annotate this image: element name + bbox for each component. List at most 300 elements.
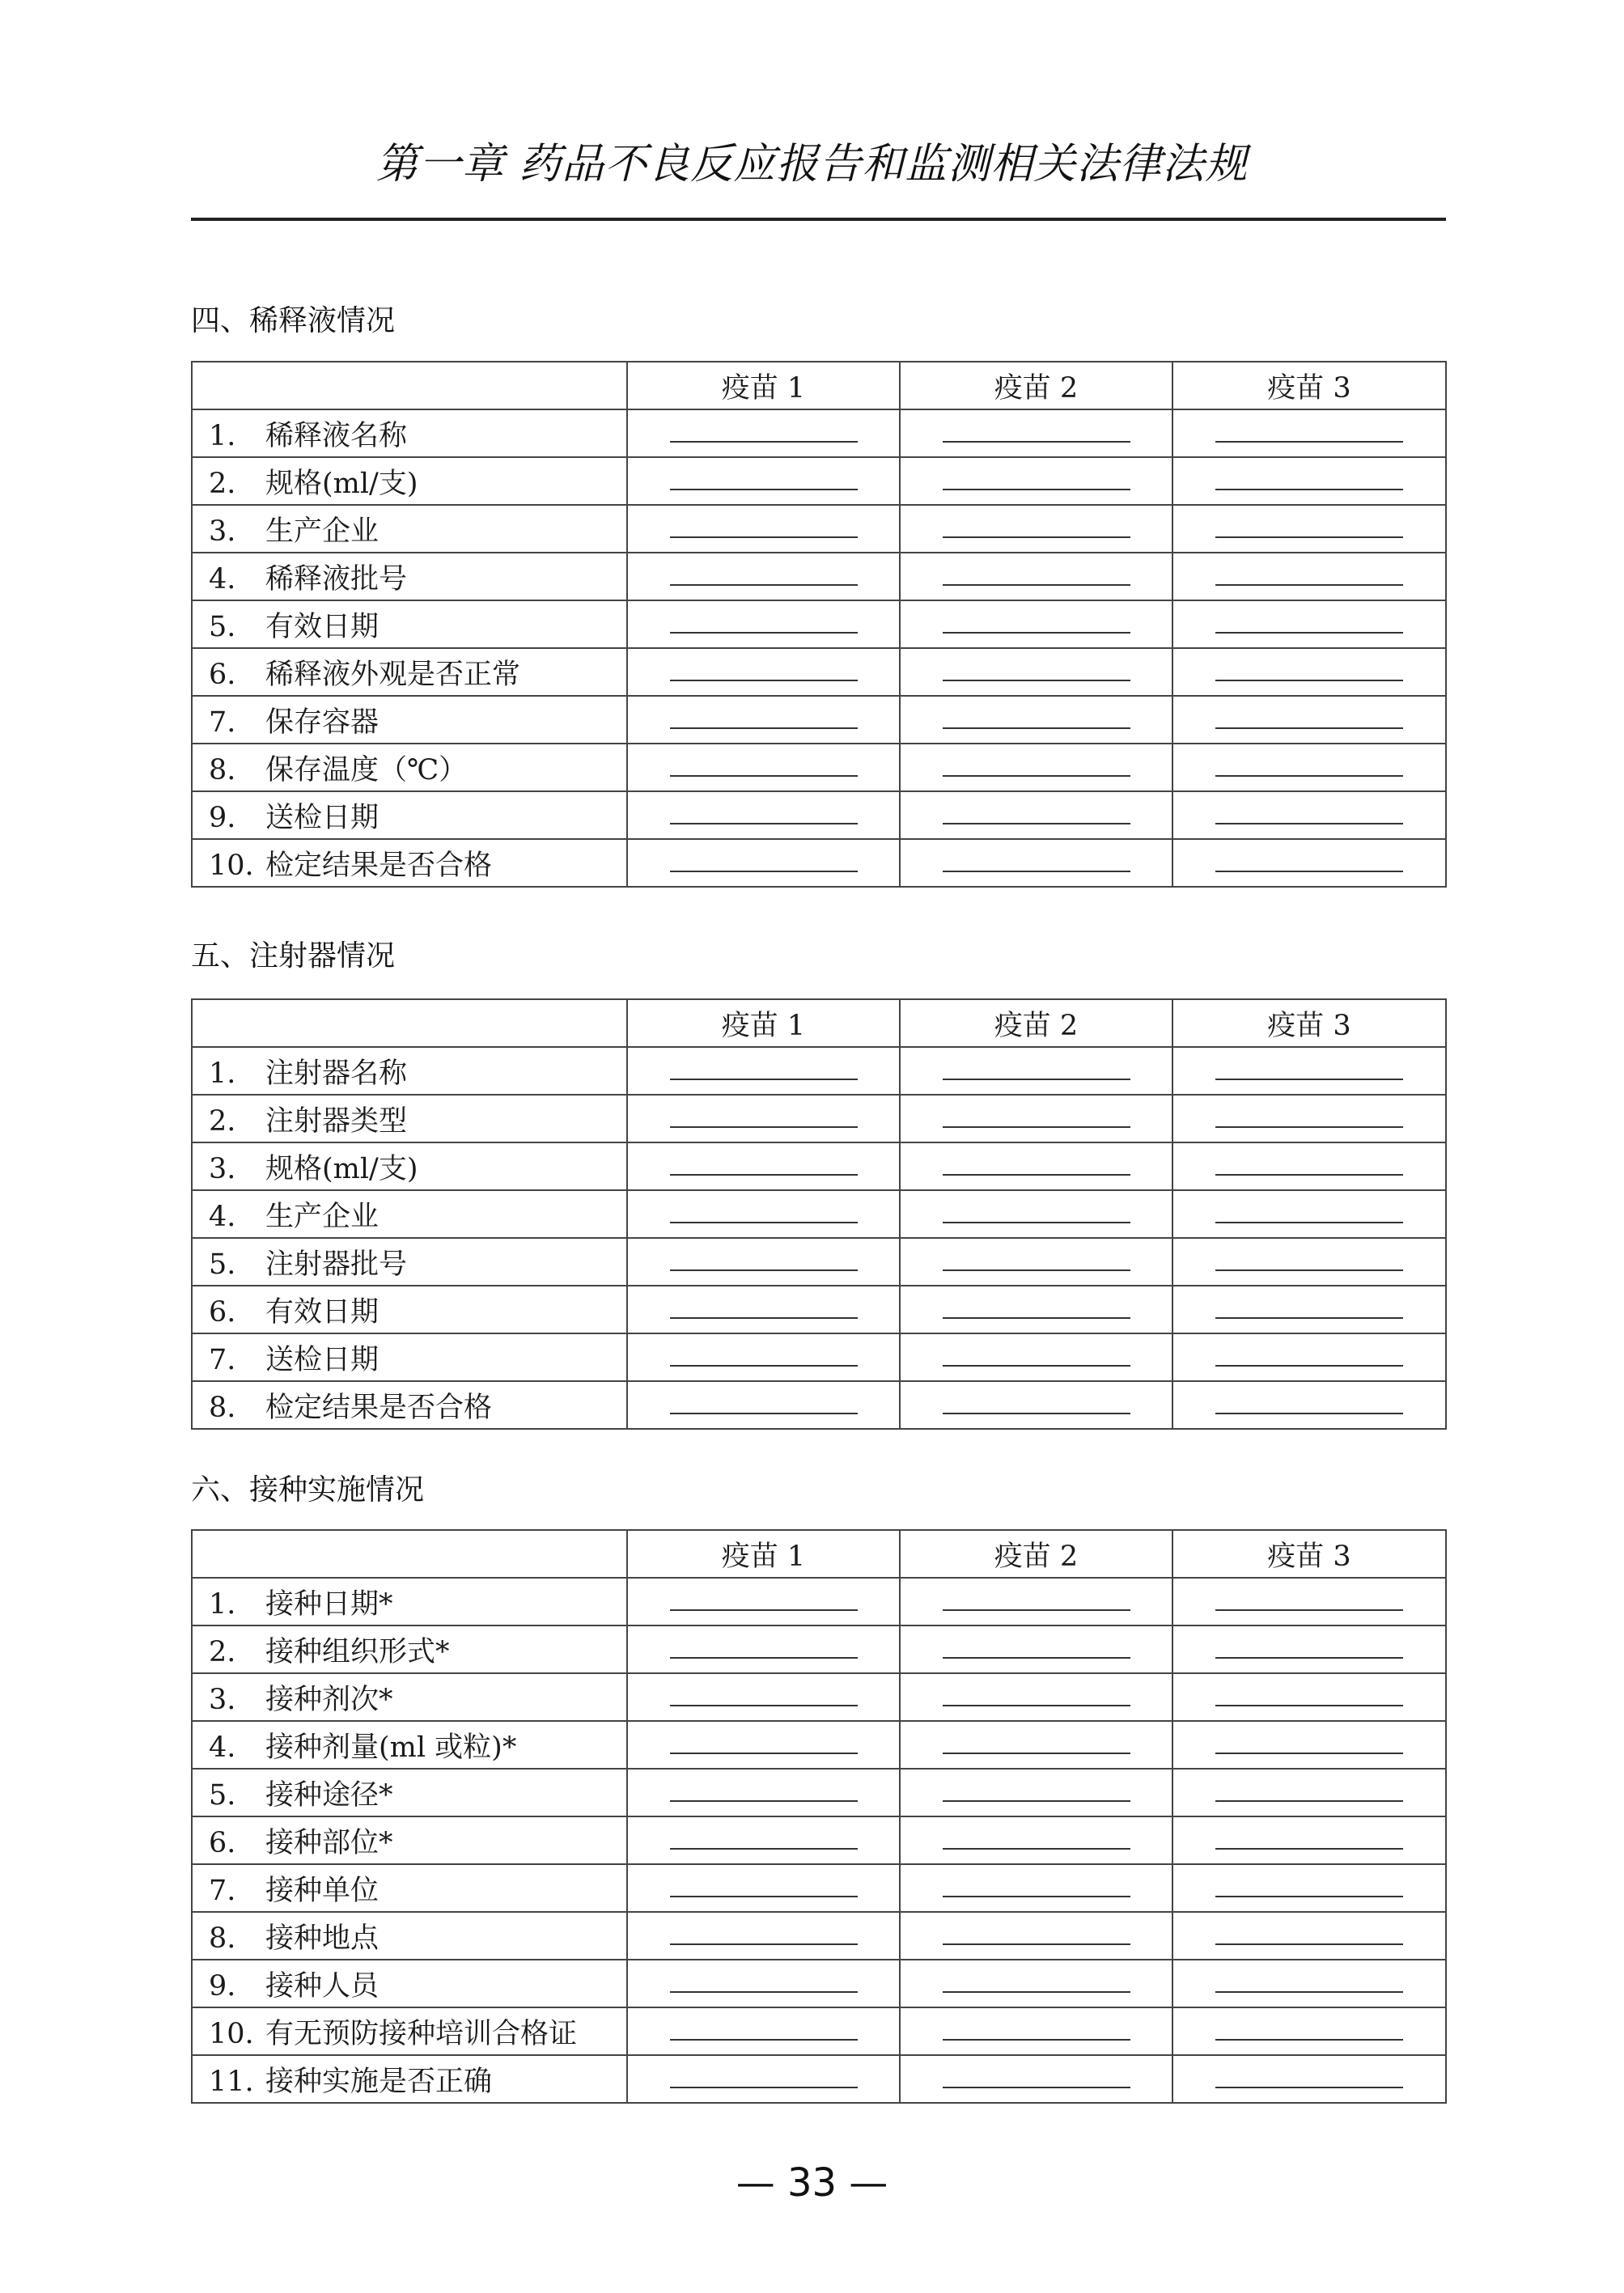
- fill-cell-vaccine-1[interactable]: [627, 696, 900, 744]
- item-label: 稀释液名称: [265, 419, 408, 452]
- blank-fill-line[interactable]: [943, 1848, 1130, 1850]
- fill-cell-vaccine-1[interactable]: [627, 1095, 900, 1142]
- item-label-cell: [192, 600, 627, 648]
- fill-cell-vaccine-3[interactable]: [1172, 1816, 1446, 1864]
- item-number: 1.: [209, 419, 236, 452]
- item-label: 接种人员: [265, 1969, 379, 2003]
- fill-cell-vaccine-3[interactable]: [1172, 1142, 1446, 1190]
- fill-cell-vaccine-1[interactable]: [627, 1721, 900, 1769]
- item-label-cell: [192, 409, 627, 457]
- blank-fill-line[interactable]: [670, 441, 858, 443]
- item-label-cell: [192, 553, 627, 600]
- blank-fill-line[interactable]: [1215, 1657, 1403, 1659]
- fill-cell-vaccine-2[interactable]: [900, 1625, 1172, 1673]
- column-header-vaccine-3: 疫苗 3: [1172, 362, 1446, 409]
- fill-cell-vaccine-3[interactable]: [1172, 1912, 1446, 1960]
- fill-cell-vaccine-1[interactable]: [627, 1286, 900, 1333]
- blank-fill-line[interactable]: [670, 2087, 858, 2088]
- fill-cell-vaccine-1[interactable]: [627, 2055, 900, 2103]
- blank-fill-line[interactable]: [943, 1174, 1130, 1176]
- header-blank-cell: [192, 999, 627, 1047]
- blank-fill-line[interactable]: [943, 1896, 1130, 1897]
- blank-fill-line[interactable]: [1215, 1705, 1403, 1706]
- blank-fill-line[interactable]: [670, 871, 858, 872]
- fill-cell-vaccine-2[interactable]: [900, 2055, 1172, 2103]
- fill-cell-vaccine-1[interactable]: [627, 1142, 900, 1190]
- fill-cell-vaccine-3[interactable]: [1172, 1286, 1446, 1333]
- item-label-cell: [192, 1142, 627, 1190]
- blank-fill-line[interactable]: [943, 1269, 1130, 1271]
- blank-fill-line[interactable]: [1215, 1222, 1403, 1223]
- fill-cell-vaccine-3[interactable]: [1172, 1625, 1446, 1673]
- fill-cell-vaccine-3[interactable]: [1172, 409, 1446, 457]
- item-label-cell: [192, 744, 627, 791]
- item-label-cell: [192, 1238, 627, 1286]
- item-label: 检定结果是否合格: [265, 1391, 493, 1424]
- item-label: 注射器批号: [265, 1248, 408, 1281]
- item-label-cell: [192, 1047, 627, 1095]
- blank-fill-line[interactable]: [943, 871, 1130, 872]
- item-label: 生产企业: [265, 515, 379, 548]
- fill-cell-vaccine-2[interactable]: [900, 1333, 1172, 1381]
- blank-fill-line[interactable]: [943, 1657, 1130, 1659]
- blank-fill-line[interactable]: [1215, 489, 1403, 490]
- table-row: [192, 1769, 1446, 1816]
- column-header-vaccine-2: 疫苗 2: [900, 1530, 1172, 1578]
- item-label: 稀释液批号: [265, 562, 408, 596]
- blank-fill-line[interactable]: [670, 1174, 858, 1176]
- fill-cell-vaccine-1[interactable]: [627, 1238, 900, 1286]
- item-number: 10.: [209, 849, 254, 882]
- blank-fill-line[interactable]: [670, 1848, 858, 1850]
- item-label: 接种剂量(ml 或粒)*: [265, 1731, 517, 1764]
- blank-fill-line[interactable]: [1215, 1079, 1403, 1080]
- item-number: 2.: [209, 1635, 236, 1668]
- item-label: 保存温度（℃）: [265, 753, 468, 786]
- fill-cell-vaccine-2[interactable]: [900, 505, 1172, 553]
- fill-cell-vaccine-3[interactable]: [1172, 457, 1446, 505]
- blank-fill-line[interactable]: [1215, 1800, 1403, 1802]
- blank-fill-line[interactable]: [943, 1079, 1130, 1080]
- fill-cell-vaccine-3[interactable]: [1172, 1095, 1446, 1142]
- item-label: 接种剂次*: [265, 1683, 393, 1716]
- blank-fill-line[interactable]: [943, 1222, 1130, 1223]
- item-label: 送检日期: [265, 801, 379, 834]
- item-number: 5.: [209, 1248, 236, 1281]
- item-label: 接种单位: [265, 1874, 379, 1907]
- section-title-vaccination: 六、接种实施情况: [191, 1473, 425, 1507]
- item-label: 注射器类型: [265, 1104, 408, 1138]
- item-number: 8.: [209, 1391, 236, 1424]
- blank-fill-line[interactable]: [943, 489, 1130, 490]
- header-blank-cell: [192, 362, 627, 409]
- fill-cell-vaccine-2[interactable]: [900, 744, 1172, 791]
- fill-cell-vaccine-1[interactable]: [627, 1864, 900, 1912]
- blank-fill-line[interactable]: [1215, 1365, 1403, 1367]
- blank-fill-line[interactable]: [943, 1365, 1130, 1367]
- item-label: 稀释液外观是否正常: [265, 658, 521, 691]
- fill-cell-vaccine-1[interactable]: [627, 1769, 900, 1816]
- item-label-cell: [192, 696, 627, 744]
- fill-cell-vaccine-2[interactable]: [900, 791, 1172, 839]
- blank-fill-line[interactable]: [670, 823, 858, 824]
- item-number: 10.: [209, 2017, 254, 2050]
- item-label: 生产企业: [265, 1200, 379, 1233]
- item-number: 8.: [209, 753, 236, 786]
- blank-fill-line[interactable]: [1215, 2039, 1403, 2041]
- table-row: [192, 839, 1446, 887]
- fill-cell-vaccine-3[interactable]: [1172, 1578, 1446, 1625]
- item-label-cell: [192, 1912, 627, 1960]
- blank-fill-line[interactable]: [670, 727, 858, 729]
- column-header-vaccine-1: 疫苗 1: [627, 362, 900, 409]
- fill-cell-vaccine-1[interactable]: [627, 744, 900, 791]
- fill-cell-vaccine-2[interactable]: [900, 409, 1172, 457]
- blank-fill-line[interactable]: [1215, 584, 1403, 586]
- fill-cell-vaccine-3[interactable]: [1172, 1721, 1446, 1769]
- blank-fill-line[interactable]: [1215, 2087, 1403, 2088]
- blank-fill-line[interactable]: [1215, 1896, 1403, 1897]
- table-row: [192, 648, 1446, 696]
- fill-cell-vaccine-2[interactable]: [900, 648, 1172, 696]
- fill-cell-vaccine-2[interactable]: [900, 1578, 1172, 1625]
- item-label-cell: [192, 791, 627, 839]
- fill-cell-vaccine-1[interactable]: [627, 409, 900, 457]
- blank-fill-line[interactable]: [943, 727, 1130, 729]
- blank-fill-line[interactable]: [943, 2039, 1130, 2041]
- item-label: 接种组织形式*: [265, 1635, 450, 1668]
- table-row: [192, 1095, 1446, 1142]
- blank-fill-line[interactable]: [943, 1753, 1130, 1754]
- item-number: 6.: [209, 1826, 236, 1859]
- fill-cell-vaccine-3[interactable]: [1172, 1864, 1446, 1912]
- fill-cell-vaccine-1[interactable]: [627, 1625, 900, 1673]
- item-label-cell: [192, 1864, 627, 1912]
- table-row: [192, 1047, 1446, 1095]
- blank-fill-line[interactable]: [670, 1943, 858, 1945]
- fill-cell-vaccine-1[interactable]: [627, 1912, 900, 1960]
- blank-fill-line[interactable]: [670, 1126, 858, 1128]
- fill-cell-vaccine-3[interactable]: [1172, 553, 1446, 600]
- fill-cell-vaccine-1[interactable]: [627, 2007, 900, 2055]
- column-header-vaccine-3: 疫苗 3: [1172, 999, 1446, 1047]
- fill-cell-vaccine-3[interactable]: [1172, 744, 1446, 791]
- item-label: 检定结果是否合格: [265, 849, 493, 882]
- table-row: [192, 1142, 1446, 1190]
- fill-cell-vaccine-2[interactable]: [900, 1381, 1172, 1429]
- fill-cell-vaccine-1[interactable]: [627, 1578, 900, 1625]
- fill-cell-vaccine-1[interactable]: [627, 1960, 900, 2007]
- fill-cell-vaccine-1[interactable]: [627, 1673, 900, 1721]
- blank-fill-line[interactable]: [1215, 632, 1403, 634]
- fill-cell-vaccine-2[interactable]: [900, 600, 1172, 648]
- item-label-cell: [192, 1960, 627, 2007]
- item-number: 3.: [209, 515, 236, 548]
- column-header-vaccine-1: 疫苗 1: [627, 999, 900, 1047]
- blank-fill-line[interactable]: [670, 1365, 858, 1367]
- table-diluent: [191, 361, 1447, 888]
- fill-cell-vaccine-1[interactable]: [627, 1816, 900, 1864]
- item-number: 4.: [209, 1731, 236, 1764]
- table-row: [192, 2055, 1446, 2103]
- page-number: — 33 —: [736, 2160, 888, 2206]
- item-label: 有无预防接种培训合格证: [265, 2017, 578, 2050]
- item-number: 2.: [209, 467, 236, 500]
- blank-fill-line[interactable]: [1215, 1413, 1403, 1414]
- fill-cell-vaccine-2[interactable]: [900, 1816, 1172, 1864]
- blank-fill-line[interactable]: [943, 1609, 1130, 1611]
- blank-fill-line[interactable]: [1215, 1269, 1403, 1271]
- fill-cell-vaccine-2[interactable]: [900, 1238, 1172, 1286]
- item-label-cell: [192, 839, 627, 887]
- table-header-row: [192, 362, 1446, 409]
- blank-fill-line[interactable]: [670, 1896, 858, 1897]
- item-label: 规格(ml/支): [265, 1152, 418, 1185]
- blank-fill-line[interactable]: [670, 1269, 858, 1271]
- item-number: 6.: [209, 1295, 236, 1329]
- item-label-cell: [192, 1816, 627, 1864]
- fill-cell-vaccine-3[interactable]: [1172, 1960, 1446, 2007]
- column-header-vaccine-3: 疫苗 3: [1172, 1530, 1446, 1578]
- blank-fill-line[interactable]: [670, 1705, 858, 1706]
- blank-fill-line[interactable]: [1215, 727, 1403, 729]
- blank-fill-line[interactable]: [670, 1222, 858, 1223]
- fill-cell-vaccine-1[interactable]: [627, 791, 900, 839]
- table-row: [192, 1960, 1446, 2007]
- fill-cell-vaccine-2[interactable]: [900, 1912, 1172, 1960]
- fill-cell-vaccine-1[interactable]: [627, 1333, 900, 1381]
- item-label: 接种地点: [265, 1922, 379, 1955]
- fill-cell-vaccine-3[interactable]: [1172, 648, 1446, 696]
- fill-cell-vaccine-1[interactable]: [627, 1190, 900, 1238]
- blank-fill-line[interactable]: [670, 1609, 858, 1611]
- table-row: [192, 1864, 1446, 1912]
- item-label-cell: [192, 1286, 627, 1333]
- fill-cell-vaccine-2[interactable]: [900, 1769, 1172, 1816]
- item-number: 3.: [209, 1152, 236, 1185]
- item-number: 6.: [209, 658, 236, 691]
- item-label: 接种途径*: [265, 1778, 393, 1812]
- blank-fill-line[interactable]: [943, 1413, 1130, 1414]
- blank-fill-line[interactable]: [670, 632, 858, 634]
- fill-cell-vaccine-2[interactable]: [900, 839, 1172, 887]
- fill-cell-vaccine-1[interactable]: [627, 553, 900, 600]
- blank-fill-line[interactable]: [670, 1753, 858, 1754]
- fill-cell-vaccine-1[interactable]: [627, 839, 900, 887]
- column-header-vaccine-2: 疫苗 2: [900, 999, 1172, 1047]
- fill-cell-vaccine-3[interactable]: [1172, 2055, 1446, 2103]
- fill-cell-vaccine-3[interactable]: [1172, 1190, 1446, 1238]
- header-rule: [191, 218, 1446, 221]
- table-row: [192, 1673, 1446, 1721]
- table-row: [192, 1912, 1446, 1960]
- blank-fill-line[interactable]: [943, 584, 1130, 586]
- table-row: [192, 2007, 1446, 2055]
- item-number: 11.: [209, 2065, 254, 2098]
- table-syringe: [191, 998, 1447, 1430]
- table-row: [192, 1578, 1446, 1625]
- chapter-title: 第一章 药品不良反应报告和监测相关法律法规: [375, 140, 1249, 189]
- item-label-cell: [192, 1190, 627, 1238]
- blank-fill-line[interactable]: [670, 1657, 858, 1659]
- item-number: 7.: [209, 1874, 236, 1907]
- item-number: 9.: [209, 801, 236, 834]
- item-number: 1.: [209, 1587, 236, 1621]
- blank-fill-line[interactable]: [670, 1991, 858, 1993]
- item-label-cell: [192, 1673, 627, 1721]
- fill-cell-vaccine-2[interactable]: [900, 1960, 1172, 2007]
- fill-cell-vaccine-3[interactable]: [1172, 1673, 1446, 1721]
- blank-fill-line[interactable]: [670, 1413, 858, 1414]
- blank-fill-line[interactable]: [1215, 536, 1403, 538]
- blank-fill-line[interactable]: [1215, 1991, 1403, 1993]
- item-number: 2.: [209, 1104, 236, 1138]
- table-row: [192, 505, 1446, 553]
- item-number: 7.: [209, 706, 236, 739]
- blank-fill-line[interactable]: [1215, 1753, 1403, 1754]
- blank-fill-line[interactable]: [943, 1705, 1130, 1706]
- item-number: 3.: [209, 1683, 236, 1716]
- blank-fill-line[interactable]: [670, 1317, 858, 1319]
- blank-fill-line[interactable]: [1215, 680, 1403, 681]
- fill-cell-vaccine-1[interactable]: [627, 457, 900, 505]
- blank-fill-line[interactable]: [670, 1800, 858, 1802]
- table-row: [192, 1381, 1446, 1429]
- table-row: [192, 1238, 1446, 1286]
- fill-cell-vaccine-3[interactable]: [1172, 2007, 1446, 2055]
- table-row: [192, 696, 1446, 744]
- item-label: 有效日期: [265, 610, 379, 643]
- blank-fill-line[interactable]: [943, 2087, 1130, 2088]
- item-label: 送检日期: [265, 1343, 379, 1376]
- fill-cell-vaccine-3[interactable]: [1172, 791, 1446, 839]
- fill-cell-vaccine-1[interactable]: [627, 1381, 900, 1429]
- fill-cell-vaccine-3[interactable]: [1172, 839, 1446, 887]
- item-label-cell: [192, 1095, 627, 1142]
- item-label-cell: [192, 1381, 627, 1429]
- blank-fill-line[interactable]: [943, 536, 1130, 538]
- blank-fill-line[interactable]: [943, 632, 1130, 634]
- table-row: [192, 791, 1446, 839]
- fill-cell-vaccine-2[interactable]: [900, 1190, 1172, 1238]
- blank-fill-line[interactable]: [943, 823, 1130, 824]
- blank-fill-line[interactable]: [943, 441, 1130, 443]
- fill-cell-vaccine-2[interactable]: [900, 1047, 1172, 1095]
- blank-fill-line[interactable]: [670, 2039, 858, 2041]
- blank-fill-line[interactable]: [1215, 1609, 1403, 1611]
- column-header-vaccine-1: 疫苗 1: [627, 1530, 900, 1578]
- blank-fill-line[interactable]: [1215, 1126, 1403, 1128]
- fill-cell-vaccine-1[interactable]: [627, 648, 900, 696]
- item-label: 接种部位*: [265, 1826, 393, 1859]
- item-number: 8.: [209, 1922, 236, 1955]
- item-label-cell: [192, 505, 627, 553]
- fill-cell-vaccine-2[interactable]: [900, 1142, 1172, 1190]
- item-number: 9.: [209, 1969, 236, 2003]
- item-label-cell: [192, 1721, 627, 1769]
- blank-fill-line[interactable]: [1215, 775, 1403, 777]
- fill-cell-vaccine-2[interactable]: [900, 1864, 1172, 1912]
- table-row: [192, 1333, 1446, 1381]
- blank-fill-line[interactable]: [1215, 1848, 1403, 1850]
- table-row: [192, 1625, 1446, 1673]
- fill-cell-vaccine-3[interactable]: [1172, 1047, 1446, 1095]
- fill-cell-vaccine-2[interactable]: [900, 1286, 1172, 1333]
- fill-cell-vaccine-1[interactable]: [627, 1047, 900, 1095]
- blank-fill-line[interactable]: [1215, 823, 1403, 824]
- fill-cell-vaccine-3[interactable]: [1172, 1381, 1446, 1429]
- section-title-syringe: 五、注射器情况: [191, 939, 396, 973]
- table-row: [192, 409, 1446, 457]
- item-label: 注射器名称: [265, 1057, 408, 1090]
- item-label-cell: [192, 457, 627, 505]
- item-number: 4.: [209, 1200, 236, 1233]
- blank-fill-line[interactable]: [943, 1317, 1130, 1319]
- blank-fill-line[interactable]: [1215, 1943, 1403, 1945]
- fill-cell-vaccine-2[interactable]: [900, 553, 1172, 600]
- blank-fill-line[interactable]: [1215, 1317, 1403, 1319]
- fill-cell-vaccine-3[interactable]: [1172, 600, 1446, 648]
- blank-fill-line[interactable]: [943, 1126, 1130, 1128]
- blank-fill-line[interactable]: [943, 1943, 1130, 1945]
- section-title-diluent: 四、稀释液情况: [191, 304, 396, 337]
- item-number: 7.: [209, 1343, 236, 1376]
- fill-cell-vaccine-3[interactable]: [1172, 1333, 1446, 1381]
- blank-fill-line[interactable]: [670, 489, 858, 490]
- fill-cell-vaccine-1[interactable]: [627, 600, 900, 648]
- table-row: [192, 553, 1446, 600]
- fill-cell-vaccine-2[interactable]: [900, 457, 1172, 505]
- table-row: [192, 1286, 1446, 1333]
- fill-cell-vaccine-3[interactable]: [1172, 1238, 1446, 1286]
- table-row: [192, 600, 1446, 648]
- blank-fill-line[interactable]: [670, 680, 858, 681]
- fill-cell-vaccine-3[interactable]: [1172, 1769, 1446, 1816]
- item-label: 规格(ml/支): [265, 467, 418, 500]
- fill-cell-vaccine-2[interactable]: [900, 1721, 1172, 1769]
- blank-fill-line[interactable]: [1215, 871, 1403, 872]
- fill-cell-vaccine-1[interactable]: [627, 505, 900, 553]
- item-label-cell: [192, 1769, 627, 1816]
- fill-cell-vaccine-2[interactable]: [900, 2007, 1172, 2055]
- blank-fill-line[interactable]: [943, 1991, 1130, 1993]
- item-label-cell: [192, 1333, 627, 1381]
- blank-fill-line[interactable]: [670, 584, 858, 586]
- item-number: 5.: [209, 1778, 236, 1812]
- blank-fill-line[interactable]: [943, 775, 1130, 777]
- table-row: [192, 1721, 1446, 1769]
- blank-fill-line[interactable]: [1215, 441, 1403, 443]
- blank-fill-line[interactable]: [670, 775, 858, 777]
- table-row: [192, 1190, 1446, 1238]
- table-vaccination: [191, 1529, 1447, 2104]
- item-number: 5.: [209, 610, 236, 643]
- blank-fill-line[interactable]: [670, 536, 858, 538]
- table-header-row: [192, 999, 1446, 1047]
- fill-cell-vaccine-3[interactable]: [1172, 696, 1446, 744]
- blank-fill-line[interactable]: [943, 680, 1130, 681]
- item-label: 保存容器: [265, 706, 379, 739]
- blank-fill-line[interactable]: [670, 1079, 858, 1080]
- blank-fill-line[interactable]: [943, 1800, 1130, 1802]
- blank-fill-line[interactable]: [1215, 1174, 1403, 1176]
- fill-cell-vaccine-2[interactable]: [900, 1673, 1172, 1721]
- fill-cell-vaccine-3[interactable]: [1172, 505, 1446, 553]
- item-number: 1.: [209, 1057, 236, 1090]
- fill-cell-vaccine-2[interactable]: [900, 696, 1172, 744]
- header-blank-cell: [192, 1530, 627, 1578]
- fill-cell-vaccine-2[interactable]: [900, 1095, 1172, 1142]
